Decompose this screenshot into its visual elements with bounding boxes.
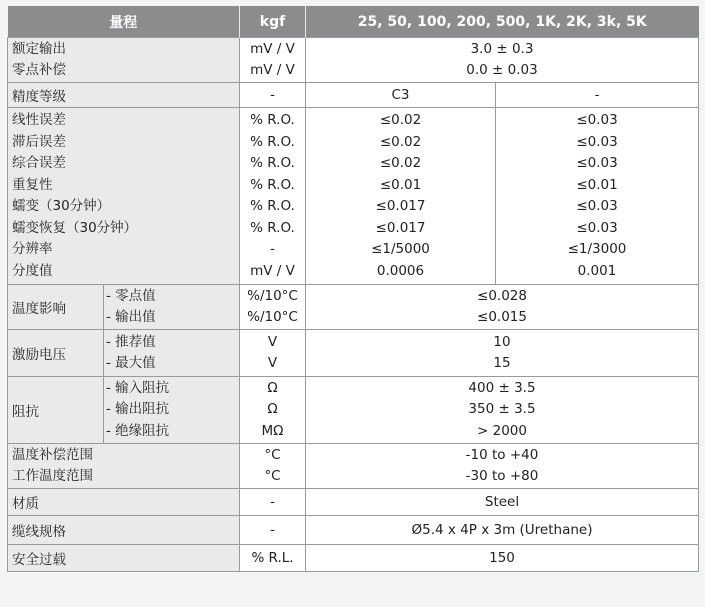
header-range: 量程 bbox=[8, 6, 240, 38]
temp-range-values bbox=[306, 444, 699, 489]
value-text: ≤0.03 bbox=[576, 155, 618, 171]
value-text: ≤0.03 bbox=[576, 219, 618, 236]
unit-text: %/10°C bbox=[247, 287, 298, 304]
unit-text: V bbox=[267, 355, 278, 371]
overload-row bbox=[8, 545, 699, 572]
value-text: ≤1/3000 bbox=[567, 241, 627, 257]
unit-text: % R.O. bbox=[250, 219, 295, 236]
impedance-subs bbox=[104, 377, 240, 444]
value-text: 0.0006 bbox=[376, 262, 425, 279]
excitation-row bbox=[8, 330, 699, 377]
error-values-a bbox=[306, 108, 496, 285]
excitation-values bbox=[306, 330, 699, 377]
output-labels bbox=[8, 38, 240, 83]
linearity-label: 线性误差 bbox=[12, 112, 66, 128]
value-text: ≤0.01 bbox=[379, 176, 422, 193]
value-text: ≤0.015 bbox=[477, 309, 527, 325]
excitation-label: 激励电压 bbox=[8, 330, 104, 377]
accuracy-value-a: C3 bbox=[306, 83, 496, 108]
value-text: ≤0.028 bbox=[477, 287, 527, 304]
value-text: 0.001 bbox=[577, 262, 617, 279]
unit-text: V bbox=[267, 333, 278, 350]
operating-range-label: 工作温度范围 bbox=[12, 468, 93, 484]
temp-effect-subs bbox=[104, 285, 240, 330]
unit-text: mV / V bbox=[250, 40, 295, 57]
temp-effect-units bbox=[240, 285, 306, 330]
unit-text: %/10°C bbox=[247, 309, 298, 325]
impedance-values bbox=[306, 377, 699, 444]
temp-range-row bbox=[8, 444, 699, 489]
hysteresis-label: 滞后误差 bbox=[12, 133, 66, 150]
overload-unit: % R.L. bbox=[240, 545, 306, 572]
overload-label: 安全过载 bbox=[8, 545, 240, 572]
unit-text: % R.O. bbox=[250, 112, 295, 128]
value-text: 15 bbox=[493, 355, 511, 371]
unit-text: mV / V bbox=[250, 262, 295, 279]
unit-text: Ω bbox=[267, 401, 278, 418]
value-text: 10 bbox=[493, 333, 511, 350]
division-label: 分度值 bbox=[12, 262, 53, 279]
value-text: ≤0.02 bbox=[379, 155, 422, 171]
material-value: Steel bbox=[306, 489, 699, 516]
value-text: ≤0.02 bbox=[379, 133, 422, 150]
error-labels bbox=[8, 108, 240, 285]
cable-row bbox=[8, 516, 699, 545]
accuracy-unit: - bbox=[240, 83, 306, 108]
value-text: ≤0.01 bbox=[576, 176, 618, 193]
excitation-subs bbox=[104, 330, 240, 377]
resolution-label: 分辨率 bbox=[12, 241, 53, 257]
output-sub-label: - 输出值 bbox=[106, 309, 156, 325]
accuracy-label: 精度等级 bbox=[8, 83, 240, 108]
value-text: 400 ± 3.5 bbox=[468, 379, 536, 396]
unit-text: °C bbox=[264, 446, 281, 463]
header-row bbox=[8, 6, 699, 38]
unit-text: Ω bbox=[267, 379, 278, 396]
header-capacities: 25, 50, 100, 200, 500, 1K, 2K, 3k, 5K bbox=[306, 6, 699, 38]
temp-effect-row bbox=[8, 285, 699, 330]
unit-text: % R.O. bbox=[250, 133, 295, 150]
impedance-units bbox=[240, 377, 306, 444]
value-text: ≤0.03 bbox=[576, 198, 618, 214]
material-unit: - bbox=[240, 489, 306, 516]
cable-unit: - bbox=[240, 516, 306, 545]
unit-text: °C bbox=[264, 468, 281, 484]
repeatability-label: 重复性 bbox=[12, 176, 53, 193]
accuracy-row bbox=[8, 83, 699, 108]
excitation-units bbox=[240, 330, 306, 377]
combined-error-label: 综合误差 bbox=[12, 155, 66, 171]
errors-row bbox=[8, 108, 699, 285]
creep-label: 蠕变（30分钟） bbox=[12, 198, 111, 214]
output-row bbox=[8, 38, 699, 83]
value-text: -30 to +80 bbox=[465, 468, 539, 484]
input-impedance-label: - 输入阻抗 bbox=[106, 379, 170, 396]
rated-output-label: 额定输出 bbox=[12, 40, 66, 57]
value-text: ≤0.03 bbox=[576, 133, 618, 150]
value-text: ≤1/5000 bbox=[371, 241, 430, 257]
accuracy-value-b: - bbox=[496, 83, 699, 108]
value-text: ≤0.03 bbox=[576, 112, 618, 128]
output-impedance-label: - 输出阻抗 bbox=[106, 401, 170, 418]
output-units bbox=[240, 38, 306, 83]
temp-range-units bbox=[240, 444, 306, 489]
impedance-row bbox=[8, 377, 699, 444]
spec-sheet bbox=[7, 6, 698, 572]
unit-text: % R.O. bbox=[250, 176, 295, 193]
value-text: ≤0.017 bbox=[375, 219, 426, 236]
zero-sub-label: - 零点值 bbox=[106, 287, 156, 304]
zero-balance-label: 零点补偿 bbox=[12, 62, 66, 78]
unit-text: % R.O. bbox=[250, 198, 295, 214]
cable-label: 缆线规格 bbox=[8, 516, 240, 545]
value-text: -10 to +40 bbox=[465, 446, 539, 463]
specification-table bbox=[7, 6, 699, 572]
error-units bbox=[240, 108, 306, 285]
creep-recovery-label: 蠕变恢复（30分钟） bbox=[12, 219, 138, 236]
compensated-range-label: 温度补偿范围 bbox=[12, 446, 93, 463]
unit-text: - bbox=[270, 241, 275, 257]
temp-effect-values bbox=[306, 285, 699, 330]
recommended-sub-label: - 推荐值 bbox=[106, 333, 156, 350]
header-unit: kgf bbox=[240, 6, 306, 38]
value-text: > 2000 bbox=[477, 422, 527, 439]
value-text: ≤0.017 bbox=[375, 198, 426, 214]
rated-output-value: 3.0 ± 0.3 bbox=[470, 40, 534, 57]
value-text: ≤0.02 bbox=[379, 112, 422, 128]
maximum-sub-label: - 最大值 bbox=[106, 355, 156, 371]
material-row bbox=[8, 489, 699, 516]
unit-text: MΩ bbox=[261, 422, 284, 439]
impedance-label: 阻抗 bbox=[8, 377, 104, 444]
insulation-label: - 绝缘阻抗 bbox=[106, 422, 170, 439]
temp-effect-label: 温度影响 bbox=[8, 285, 104, 330]
overload-value: 150 bbox=[306, 545, 699, 572]
zero-balance-value: 0.0 ± 0.03 bbox=[466, 62, 538, 78]
error-values-b bbox=[496, 108, 699, 285]
value-text: 350 ± 3.5 bbox=[468, 401, 536, 418]
unit-text: mV / V bbox=[250, 62, 295, 78]
cable-value: Ø5.4 x 4P x 3m (Urethane) bbox=[306, 516, 699, 545]
unit-text: % R.O. bbox=[250, 155, 295, 171]
temp-range-labels bbox=[8, 444, 240, 489]
output-values bbox=[306, 38, 699, 83]
material-label: 材质 bbox=[8, 489, 240, 516]
